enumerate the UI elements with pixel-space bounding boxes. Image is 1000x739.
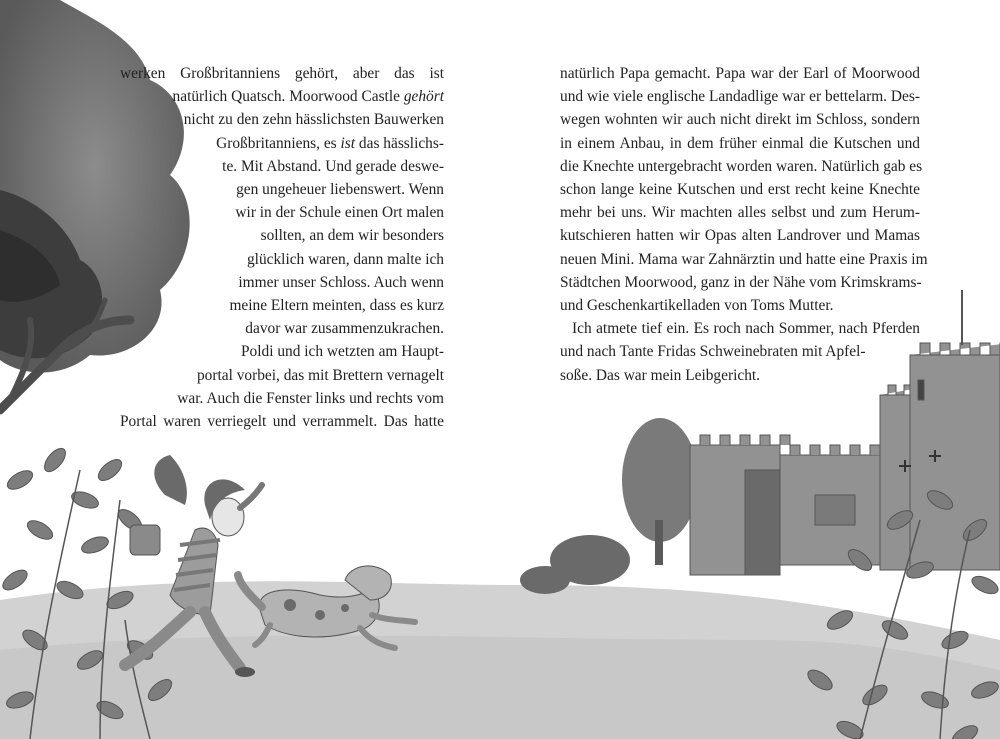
text-line: in einem Anbau, in dem früher einmal die Kutschen und bbox=[560, 134, 920, 152]
text-line: davor war zusammenzukrachen. bbox=[245, 320, 444, 338]
text-line: die Knechte untergebracht worden waren. Natürlich gab es bbox=[560, 157, 923, 175]
text-line: natürlich Papa gemacht. Papa war der Earl of Moorwood bbox=[560, 65, 920, 82]
text-line: te. Mit Abstand. Und gerade deswe- bbox=[222, 157, 444, 175]
text-line: wegen wohnten wir auch nicht direkt im Schloss, sondern bbox=[560, 111, 920, 129]
shrubs bbox=[520, 535, 630, 594]
tree-castle bbox=[622, 418, 698, 565]
text-line: meine Eltern meinten, dass es kurz bbox=[229, 297, 444, 315]
text-line: Portal waren verriegelt und verrammelt. Das hatte bbox=[120, 413, 444, 431]
text-line: war. Auch die Fenster links und rechts vom bbox=[177, 389, 444, 407]
text-line: schon lange keine Kutschen und erst recht keine Knechte bbox=[560, 181, 920, 199]
right-page-text bbox=[560, 62, 928, 387]
text-line: glücklich waren, dann malte ich bbox=[246, 250, 444, 268]
text-line: Großbritanniens, es ist das hässlichs- bbox=[216, 134, 444, 152]
text-line: und Geschenkartikelladen von Toms Mutter. bbox=[560, 297, 834, 315]
text-line: und wie viele englische Landadlige war er bettelarm. Des- bbox=[560, 88, 920, 106]
left-page-text bbox=[120, 62, 444, 433]
emphasis: gehört bbox=[403, 88, 444, 106]
text-line: Poldi und ich wetzten am Haupt- bbox=[240, 343, 444, 361]
text-line: mehr bei uns. Wir machten alles selbst und zum Herum- bbox=[560, 204, 920, 222]
text-line: Ich atmete tief ein. Es roch nach Sommer, nach Pferden bbox=[572, 320, 920, 338]
text-line: werken Großbritanniens gehört, aber das ist bbox=[120, 65, 444, 82]
text-line: portal vorbei, das mit Brettern vernagelt bbox=[196, 366, 444, 384]
text-line: gen ungeheuer liebenswert. Wenn bbox=[236, 181, 444, 199]
text-line: sollten, an dem wir besonders bbox=[260, 227, 444, 245]
text-line: nicht zu den zehn hässlichsten Bauwerken bbox=[183, 111, 444, 129]
text-line: Städtchen Moorwood, ganz in der Nähe vom Krimskrams- bbox=[560, 273, 922, 291]
text-line: immer unser Schloss. Auch wenn bbox=[238, 273, 444, 291]
text-line: neuen Mini. Mama war Zahnärztin und hatte eine Praxis im bbox=[560, 250, 928, 268]
text-line: wir in der Schule einen Ort malen bbox=[235, 204, 444, 222]
text-line: natürlich Quatsch. Moorwood Castle gehört bbox=[172, 88, 444, 106]
text-line: und nach Tante Fridas Schweinebraten mit Apfel- bbox=[560, 343, 866, 361]
text-line: soße. Das war mein Leibgericht. bbox=[560, 366, 761, 384]
text-line: kutschieren hatten wir Opas alten Landrover und Mamas bbox=[560, 227, 920, 245]
emphasis: ist bbox=[340, 134, 356, 152]
